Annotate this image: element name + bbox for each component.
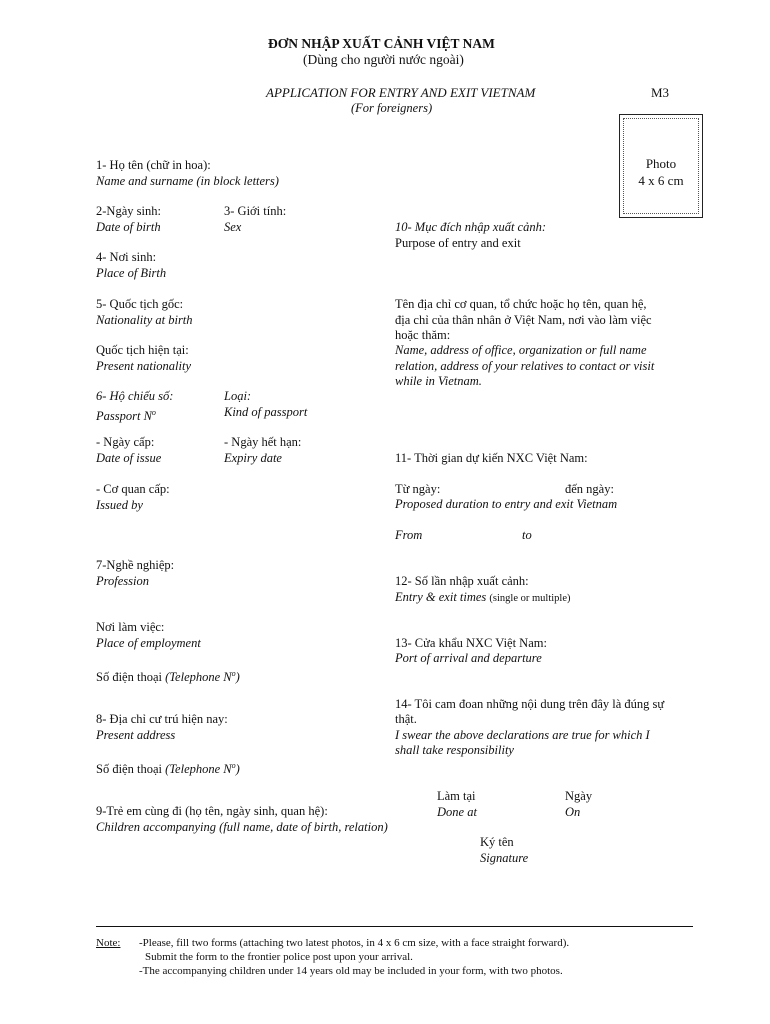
field-expiry-date-label-en: Expiry date [224,451,282,465]
field-passport-kind-label: Loại: [224,389,252,403]
field-name-label: 1- Họ tên (chữ in hoa): [96,158,211,172]
date-on-label: Ngày [565,789,593,803]
telephone-work-text-vi: Số điện thoại [96,670,166,685]
field-present-nationality-label-en: Present nationality [96,359,192,373]
field-children-label-en: Children accompanying (full name, date of birth, relation) [96,820,388,834]
field-birthplace-label: 4- Nơi sinh: [96,250,157,264]
field-issued-by-label-en: Issued by [96,498,143,512]
field-address-label: 8- Địa chỉ cư trú hiện nay: [96,712,228,726]
field-sex-label-en: Sex [224,220,242,234]
field-entry-times-label-en [395,590,571,606]
telephone-home-close: ) [235,762,240,777]
field-profession-label: 7-Nghề nghiệp: [96,558,175,572]
passport-no-sup: o [151,408,156,417]
title-vietnamese: ĐƠN NHẬP XUẤT CẢNH VIỆT NAM [268,36,495,51]
note-line-1: -Please, fill two forms (attaching two latest photos, in 4 x 6 cm size, with a face straight forward). [139,937,570,949]
field-from-date-label: Từ ngày: [395,482,441,496]
field-purpose-label-en: Purpose of entry and exit [395,236,521,250]
form-code: M3 [651,85,670,100]
telephone-work-text-en: (Telephone N [165,670,232,685]
field-contact-label-vi-3: hoặc thăm: [395,328,451,342]
telephone-home-sup: o [231,761,236,770]
telephone-home-text-en: (Telephone N [165,762,232,777]
telephone-home-text-vi: Số điện thoại [96,762,166,777]
signature-label-en: Signature [480,851,529,865]
field-contact-label-en-1: Name, address of office, organization or full name [395,343,647,357]
field-address-label-en: Present address [96,728,176,742]
field-passport-label-en [96,405,156,424]
field-duration-label: 11- Thời gian dự kiến NXC Việt Nam: [395,451,588,465]
photo-size-label: 4 x 6 cm [638,173,684,188]
entry-times-note: (single or multiple) [489,593,571,604]
declaration-vi-2: thật. [395,712,417,726]
done-at-label: Làm tại [437,789,476,803]
field-passport-label: 6- Hộ chiếu số: [96,389,174,403]
field-dob-label: 2-Ngày sinh: [96,204,161,218]
field-port-label: 13- Cửa khẩu NXC Việt Nam: [395,636,547,650]
field-purpose-label: 10- Mục đích nhập xuất cảnh: [395,220,547,234]
field-issue-date-label: - Ngày cấp: [96,435,155,449]
photo-label: Photo [645,156,677,171]
field-birthplace-label-en: Place of Birth [96,266,167,280]
field-contact-label-en-2: relation, address of your relatives to contact or visit [395,359,655,373]
note-line-3: -The accompanying children under 14 years old may be included in your form, with two photos. [139,965,563,977]
footer-divider [96,926,693,927]
field-contact-label-en-3: while in Vietnam. [395,374,482,388]
subtitle-vietnamese: (Dùng cho người nước ngoài) [303,52,464,67]
subtitle-english: (For foreigners) [351,101,433,115]
field-from-label-en: From [395,528,423,542]
field-issue-date-label-en: Date of issue [96,451,162,465]
field-expiry-date-label: - Ngày hết hạn: [224,435,302,449]
note-line-2: Submit the form to the frontier police post upon your arrival. [145,951,413,963]
field-name-label-en: Name and surname (in block letters) [96,174,279,188]
field-port-label-en: Port of arrival and departure [395,651,542,665]
declaration-vi-1: 14- Tôi cam đoan những nội dung trên đây là đúng sự [395,697,665,711]
field-to-date-label: đến ngày: [565,482,614,496]
field-passport-kind-label-en: Kind of passport [224,405,308,419]
field-employment-label-en: Place of employment [96,636,201,650]
field-telephone-home-label [96,758,240,777]
signature-label: Ký tên [480,835,514,849]
entry-times-text: Entry & exit times [395,590,490,604]
field-children-label: 9-Trẻ em cùng đi (họ tên, ngày sinh, quan hệ): [96,804,328,818]
field-sex-label: 3- Giới tính: [224,204,287,218]
telephone-work-sup: o [231,669,236,678]
field-duration-label-en: Proposed duration to entry and exit Vietnam [395,497,618,511]
declaration-en-2: shall take responsibility [395,743,514,757]
field-profession-label-en: Profession [96,574,150,588]
passport-no-text: Passport N [96,409,152,424]
field-employment-label: Nơi làm việc: [96,620,165,634]
date-on-label-en: On [565,805,581,819]
field-to-label-en: to [522,528,532,542]
field-contact-label-vi-2: địa chỉ của thân nhân ở Việt Nam, nơi vào làm việc [395,313,652,327]
field-telephone-work-label [96,666,240,685]
telephone-work-close: ) [235,670,240,685]
field-nationality-birth-label: 5- Quốc tịch gốc: [96,297,184,311]
field-present-nationality-label: Quốc tịch hiện tại: [96,343,189,357]
field-issued-by-label: - Cơ quan cấp: [96,482,170,496]
field-contact-label-vi-1: Tên địa chỉ cơ quan, tổ chức hoặc họ tên, quan hệ, [395,297,647,311]
note-label: Note: [96,937,121,949]
field-nationality-birth-label-en: Nationality at birth [96,313,193,327]
field-entry-times-label: 12- Số lần nhập xuất cảnh: [395,574,529,588]
done-at-label-en: Done at [437,805,477,819]
declaration-en-1: I swear the above declarations are true for which I [395,728,650,742]
title-english: APPLICATION FOR ENTRY AND EXIT VIETNAM [266,85,536,100]
field-dob-label-en: Date of birth [96,220,161,234]
